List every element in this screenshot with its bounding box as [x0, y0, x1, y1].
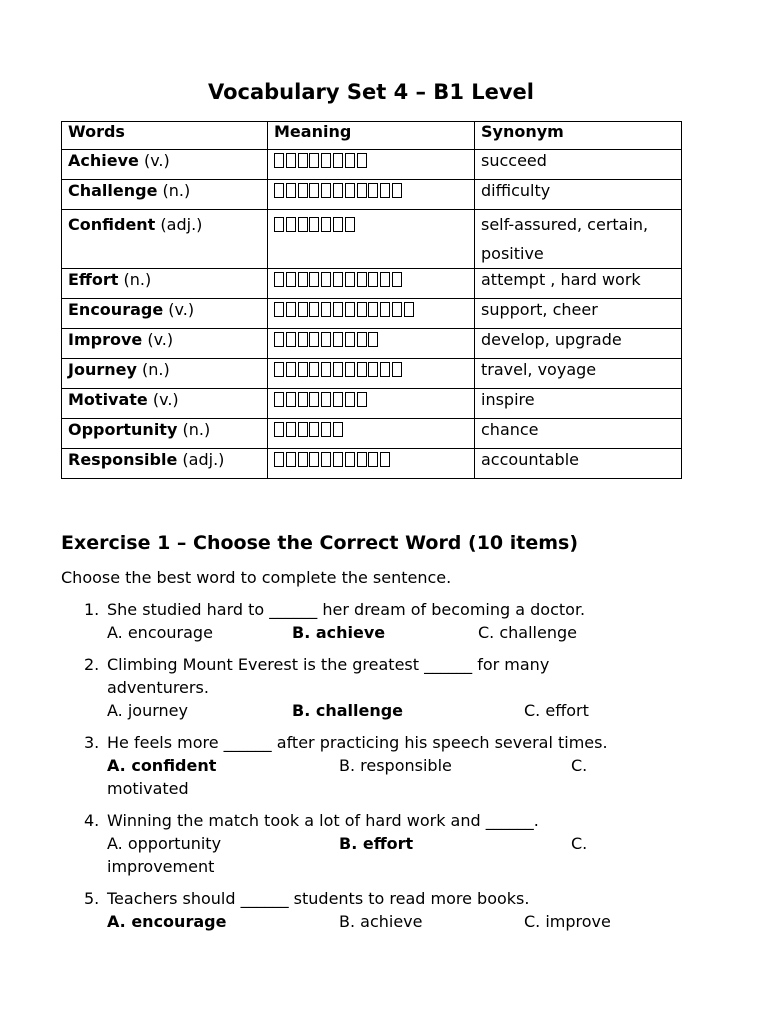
missing-glyph-icon [286, 452, 296, 467]
missing-glyph-icon [298, 302, 308, 317]
missing-glyph-icon [309, 183, 319, 198]
table-row [62, 389, 682, 419]
missing-glyph-icon [274, 217, 284, 232]
missing-glyph-icon [298, 362, 308, 377]
missing-glyph-icon [321, 332, 331, 347]
synonym-text: succeed [481, 151, 547, 170]
missing-glyph-icon [321, 302, 331, 317]
missing-glyph-icon [274, 332, 284, 347]
missing-glyph-icon [286, 422, 296, 437]
missing-glyph-icon [345, 452, 355, 467]
missing-glyph-icon [392, 362, 402, 377]
question-number: 1. [84, 600, 100, 619]
missing-glyph-icon [404, 302, 414, 317]
missing-glyph-icon [357, 153, 367, 168]
table-row [62, 449, 682, 479]
missing-glyph-icon [380, 272, 390, 287]
synonym-cell [475, 359, 682, 389]
missing-glyph-icon [392, 183, 402, 198]
missing-glyph-icon [345, 302, 355, 317]
missing-glyph-icon [321, 272, 331, 287]
synonym-cell [475, 329, 682, 359]
missing-glyph-icon [321, 217, 331, 232]
synonym-text: inspire [481, 390, 535, 409]
answer-options [107, 832, 684, 855]
missing-glyph-icon [333, 272, 343, 287]
missing-glyph-icon [345, 332, 355, 347]
missing-glyph-icon [274, 272, 284, 287]
word-part-of-speech: (adj.) [155, 215, 203, 234]
word-term: Effort [68, 270, 119, 289]
missing-glyph-icon [286, 362, 296, 377]
missing-glyph-icon [357, 272, 367, 287]
word-cell [62, 299, 268, 329]
missing-glyph-icon [333, 302, 343, 317]
meaning-cell [268, 449, 475, 479]
missing-glyph-icon [368, 302, 378, 317]
question-item [84, 598, 684, 644]
missing-glyph-icon [309, 452, 319, 467]
word-term: Encourage [68, 300, 164, 319]
table-row [62, 299, 682, 329]
answer-option: B. responsible [339, 756, 452, 775]
word-part-of-speech: (v.) [138, 151, 170, 170]
word-term: Journey [68, 360, 137, 379]
synonym-cell [475, 299, 682, 329]
answer-option-correct: B. challenge [292, 701, 404, 720]
missing-glyph-icon [309, 332, 319, 347]
word-term: Motivate [68, 390, 148, 409]
missing-glyph-icon [392, 302, 402, 317]
missing-glyph-icon [368, 272, 378, 287]
missing-glyph-icon [286, 217, 296, 232]
answer-option-wrapped: motivated [107, 779, 189, 798]
missing-glyph-icon [321, 422, 331, 437]
synonym-cell [475, 150, 682, 180]
missing-glyph-icon [286, 302, 296, 317]
table-row [62, 419, 682, 449]
question-item [84, 809, 684, 878]
missing-glyph-icon [321, 183, 331, 198]
word-cell [62, 389, 268, 419]
missing-glyph-icon [309, 392, 319, 407]
answer-option-wrapped: improvement [107, 857, 215, 876]
missing-glyph-icon [357, 332, 367, 347]
missing-glyph-icon [357, 302, 367, 317]
missing-glyph-icon [274, 153, 284, 168]
missing-glyph-icon [333, 183, 343, 198]
missing-glyph-icon [368, 183, 378, 198]
missing-glyph-icon [380, 183, 390, 198]
answer-option: B. achieve [339, 912, 423, 931]
missing-glyph-icon [380, 362, 390, 377]
answer-option-correct: B. effort [339, 834, 414, 853]
synonym-text: self-assured, certain, [481, 215, 649, 234]
missing-glyph-icon [298, 217, 308, 232]
question-text: She studied hard to ______ her dream of becoming a doctor. [107, 600, 586, 619]
word-term: Opportunity [68, 420, 178, 439]
table-row [62, 269, 682, 299]
missing-glyph-icon [286, 183, 296, 198]
missing-glyph-icon [333, 362, 343, 377]
missing-glyph-icon [321, 153, 331, 168]
word-part-of-speech: (adj.) [177, 450, 225, 469]
word-term: Improve [68, 330, 143, 349]
missing-glyph-icon [298, 422, 308, 437]
missing-glyph-icon [345, 392, 355, 407]
vocabulary-table [61, 121, 682, 479]
missing-glyph-icon [309, 422, 319, 437]
missing-glyph-icon [357, 362, 367, 377]
missing-glyph-icon [274, 302, 284, 317]
question-text-continued: adventurers. [107, 678, 209, 697]
meaning-cell [268, 269, 475, 299]
word-cell [62, 269, 268, 299]
missing-glyph-icon [274, 452, 284, 467]
header-meaning: Meaning [268, 122, 475, 150]
meaning-cell [268, 210, 475, 269]
answer-option: A. journey [107, 701, 188, 720]
answer-option: C. [571, 756, 588, 775]
word-cell [62, 329, 268, 359]
missing-glyph-icon [298, 183, 308, 198]
word-term: Confident [68, 215, 156, 234]
answer-option: A. encourage [107, 623, 213, 642]
word-cell [62, 449, 268, 479]
word-cell [62, 180, 268, 210]
answer-options [107, 621, 684, 644]
header-synonym: Synonym [475, 122, 682, 150]
answer-options [107, 699, 684, 722]
missing-glyph-icon [298, 392, 308, 407]
table-row [62, 329, 682, 359]
word-term: Challenge [68, 181, 158, 200]
table-row [62, 210, 682, 269]
missing-glyph-icon [309, 217, 319, 232]
question-text: He feels more ______ after practicing his speech several times. [107, 733, 608, 752]
missing-glyph-icon [309, 302, 319, 317]
missing-glyph-icon [286, 392, 296, 407]
word-part-of-speech: (n.) [177, 420, 211, 439]
table-header-row [62, 122, 682, 150]
synonym-cell [475, 210, 682, 269]
synonym-cell [475, 449, 682, 479]
answer-option: C. [571, 834, 588, 853]
meaning-cell [268, 389, 475, 419]
word-term: Achieve [68, 151, 139, 170]
table-row [62, 150, 682, 180]
question-item [84, 887, 684, 933]
missing-glyph-icon [286, 332, 296, 347]
word-cell [62, 210, 268, 269]
page-title: Vocabulary Set 4 – B1 Level [208, 80, 534, 104]
missing-glyph-icon [321, 392, 331, 407]
missing-glyph-icon [309, 153, 319, 168]
answer-option: C. improve [524, 912, 611, 931]
missing-glyph-icon [309, 362, 319, 377]
synonym-text: develop, upgrade [481, 330, 622, 349]
answer-options [107, 754, 684, 777]
word-part-of-speech: (v.) [142, 330, 174, 349]
missing-glyph-icon [392, 272, 402, 287]
missing-glyph-icon [345, 362, 355, 377]
answer-options [107, 910, 684, 933]
synonym-cell [475, 269, 682, 299]
meaning-cell [268, 150, 475, 180]
meaning-cell [268, 359, 475, 389]
missing-glyph-icon [357, 183, 367, 198]
word-part-of-speech: (v.) [163, 300, 195, 319]
synonym-text: attempt , hard work [481, 270, 641, 289]
missing-glyph-icon [368, 362, 378, 377]
missing-glyph-icon [333, 392, 343, 407]
missing-glyph-icon [333, 452, 343, 467]
question-number: 3. [84, 733, 100, 752]
meaning-cell [268, 329, 475, 359]
missing-glyph-icon [333, 422, 343, 437]
answer-option-correct: A. confident [107, 756, 217, 775]
synonym-text: travel, voyage [481, 360, 597, 379]
missing-glyph-icon [321, 362, 331, 377]
missing-glyph-icon [357, 392, 367, 407]
missing-glyph-icon [380, 452, 390, 467]
missing-glyph-icon [274, 422, 284, 437]
header-words: Words [62, 122, 268, 150]
word-term: Responsible [68, 450, 178, 469]
table-row [62, 359, 682, 389]
missing-glyph-icon [345, 217, 355, 232]
missing-glyph-icon [298, 153, 308, 168]
answer-option: A. opportunity [107, 834, 222, 853]
missing-glyph-icon [298, 452, 308, 467]
synonym-cell [475, 419, 682, 449]
meaning-cell [268, 419, 475, 449]
missing-glyph-icon [298, 332, 308, 347]
missing-glyph-icon [286, 272, 296, 287]
missing-glyph-icon [274, 183, 284, 198]
missing-glyph-icon [345, 153, 355, 168]
missing-glyph-icon [333, 332, 343, 347]
word-cell [62, 150, 268, 180]
missing-glyph-icon [380, 302, 390, 317]
word-cell [62, 419, 268, 449]
answer-option-correct: A. encourage [107, 912, 227, 931]
missing-glyph-icon [333, 153, 343, 168]
exercise-instructions: Choose the best word to complete the sentence. [61, 568, 452, 587]
word-part-of-speech: (n.) [136, 360, 170, 379]
question-number: 5. [84, 889, 100, 908]
word-part-of-speech: (v.) [147, 390, 179, 409]
question-list [84, 598, 684, 942]
word-part-of-speech: (n.) [118, 270, 152, 289]
missing-glyph-icon [368, 332, 378, 347]
synonym-cell [475, 180, 682, 210]
synonym-text: positive [481, 244, 544, 263]
exercise-title: Exercise 1 – Choose the Correct Word (10 items) [61, 532, 579, 554]
question-number: 2. [84, 655, 100, 674]
answer-option: C. challenge [478, 623, 577, 642]
question-text: Winning the match took a lot of hard work and ______. [107, 811, 539, 830]
missing-glyph-icon [345, 183, 355, 198]
missing-glyph-icon [368, 452, 378, 467]
synonym-text: difficulty [481, 181, 551, 200]
missing-glyph-icon [309, 272, 319, 287]
question-item [84, 653, 684, 722]
missing-glyph-icon [333, 217, 343, 232]
synonym-text: support, cheer [481, 300, 598, 319]
synonym-text: chance [481, 420, 539, 439]
answer-option-correct: B. achieve [292, 623, 386, 642]
missing-glyph-icon [274, 362, 284, 377]
question-number: 4. [84, 811, 100, 830]
word-cell [62, 359, 268, 389]
missing-glyph-icon [321, 452, 331, 467]
missing-glyph-icon [357, 452, 367, 467]
synonym-cell [475, 389, 682, 419]
table-row [62, 180, 682, 210]
meaning-cell [268, 180, 475, 210]
word-part-of-speech: (n.) [157, 181, 191, 200]
answer-option: C. effort [524, 701, 589, 720]
meaning-cell [268, 299, 475, 329]
question-text: Teachers should ______ students to read more books. [107, 889, 530, 908]
synonym-text: accountable [481, 450, 579, 469]
question-item [84, 731, 684, 800]
question-text: Climbing Mount Everest is the greatest ______ for many [107, 655, 550, 674]
missing-glyph-icon [286, 153, 296, 168]
missing-glyph-icon [345, 272, 355, 287]
missing-glyph-icon [298, 272, 308, 287]
missing-glyph-icon [274, 392, 284, 407]
